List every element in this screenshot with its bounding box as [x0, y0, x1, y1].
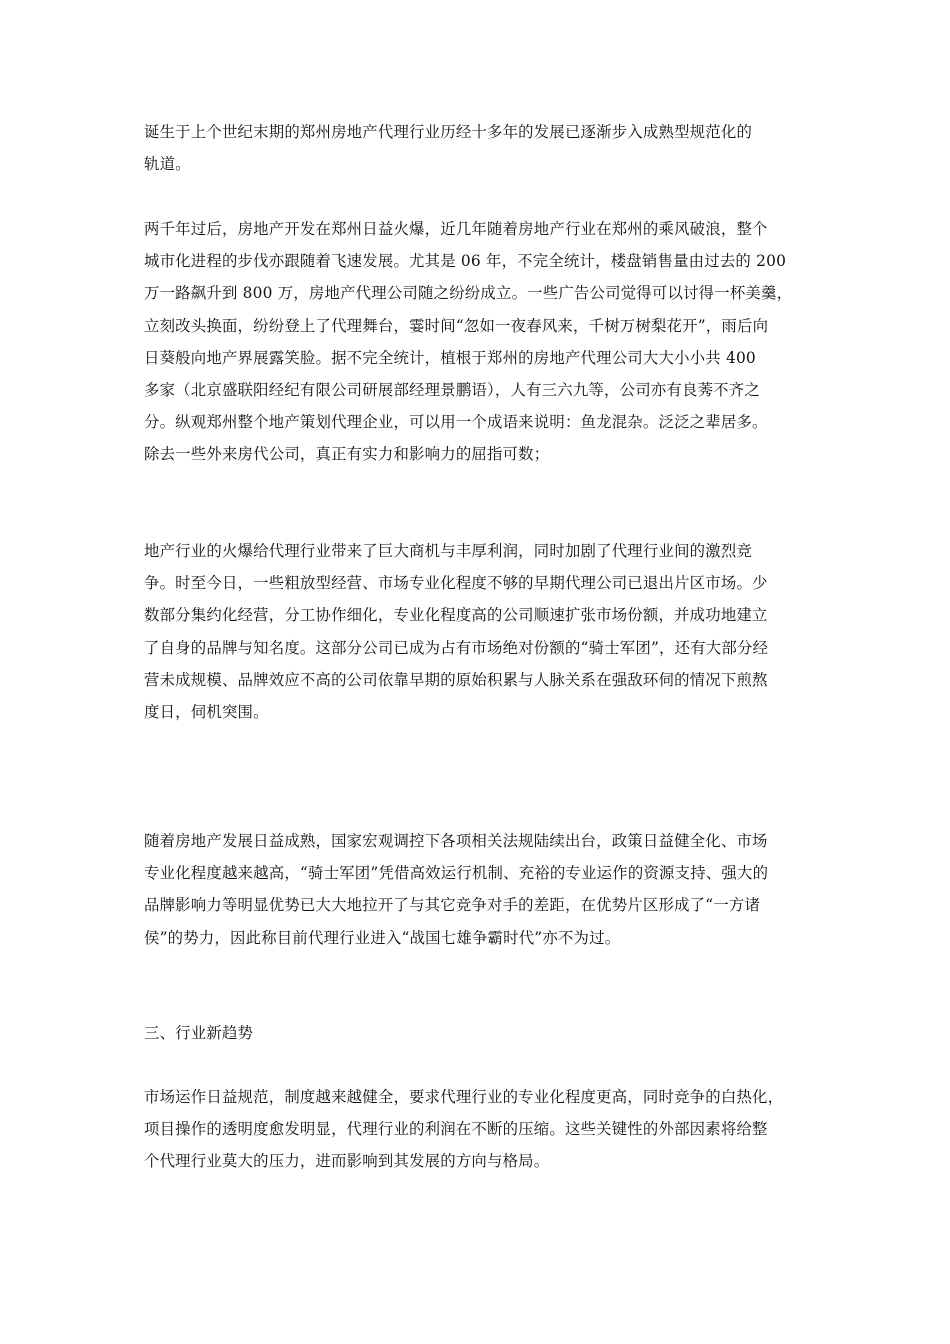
text-line: 数部分集约化经营，分工协作细化，专业化程度高的公司顺速扩张市场份额，并成功地建立: [144, 606, 768, 625]
text-line: 度日，伺机突围。: [144, 702, 269, 721]
heading-text: 三、行业新趋势: [144, 1024, 254, 1042]
text-line: 项目操作的透明度愈发明显，代理行业的利润在不断的压缩。这些关键性的外部因素将给整: [144, 1120, 768, 1139]
paragraph-competition: [144, 535, 810, 728]
text-line: 日葵般向地产界展露笑脸。据不完全统计，植根于郑州的房地产代理公司大大小小共 400: [144, 348, 756, 367]
text-line: 市场运作日益规范，制度越来越健全，要求代理行业的专业化程度更高，同时竞争的白热化，: [144, 1088, 784, 1106]
text-line: 地产行业的火爆给代理行业带来了巨大商机与丰厚利润，同时加剧了代理行业间的激烈竞: [144, 542, 753, 560]
text-line: 诞生于上个世纪末期的郑州房地产代理行业历经十多年的发展已逐渐步入成熟型规范化的: [144, 123, 753, 141]
text-line: 两千年过后，房地产开发在郑州日益火爆，近几年随着房地产行业在郑州的乘风破浪，整个: [144, 220, 768, 238]
paragraph-new-trends: [144, 1081, 810, 1178]
text-line: 侯”的势力，因此称目前代理行业进入“战国七雄争霸时代”亦不为过。: [144, 928, 621, 947]
text-line: 多家（北京盛联阳经纪有限公司研展部经理景鹏语），人有三六九等，公司亦有良莠不齐之: [144, 380, 760, 399]
paragraph-regulation: [144, 825, 810, 954]
text-line: 万一路飙升到 800 万，房地产代理公司随之纷纷成立。一些广告公司觉得可以讨得一杯美羹，: [144, 284, 793, 303]
text-line: 个代理行业莫大的压力，进而影响到其发展的方向与格局。: [144, 1152, 550, 1171]
text-line: 除去一些外来房代公司，真正有实力和影响力的屈指可数；: [144, 445, 550, 464]
text-line: 分。纵观郑州整个地产策划代理企业，可以用一个成语来说明：鱼龙混杂。泛泛之辈居多。: [144, 413, 768, 432]
text-line: 营未成规模、品牌效应不高的公司依靠早期的原始积累与人脉关系在强敌环伺的情况下煎熬: [144, 670, 768, 689]
paragraph-market-boom: [144, 213, 810, 471]
text-line: 品牌影响力等明显优势已大大地拉开了与其它竞争对手的差距，在优势片区形成了“一方诸: [144, 896, 761, 915]
text-line: 争。时至今日，一些粗放型经营、市场专业化程度不够的早期代理公司已退出片区市场。少: [144, 574, 768, 593]
paragraph-intro: [144, 116, 810, 180]
text-line: 随着房地产发展日益成熟，国家宏观调控下各项相关法规陆续出台，政策日益健全化、市场: [144, 832, 768, 850]
text-line: 专业化程度越来越高，“骑士军团”凭借高效运行机制、充裕的专业运作的资源支持、强大的: [144, 864, 769, 883]
text-line: 城市化进程的步伐亦跟随着飞速发展。尤其是 06 年，不完全统计，楼盘销售量由过去的 200: [144, 252, 787, 271]
text-line: 立刻改头换面，纷纷登上了代理舞台，霎时间“忽如一夜春风来，千树万树梨花开”，雨后向: [144, 316, 769, 335]
section-heading: [144, 1017, 810, 1049]
text-line: 了自身的品牌与知名度。这部分公司已成为占有市场绝对份额的“骑士军团”，还有大部分经: [144, 638, 769, 657]
text-line: 轨道。: [144, 155, 191, 174]
